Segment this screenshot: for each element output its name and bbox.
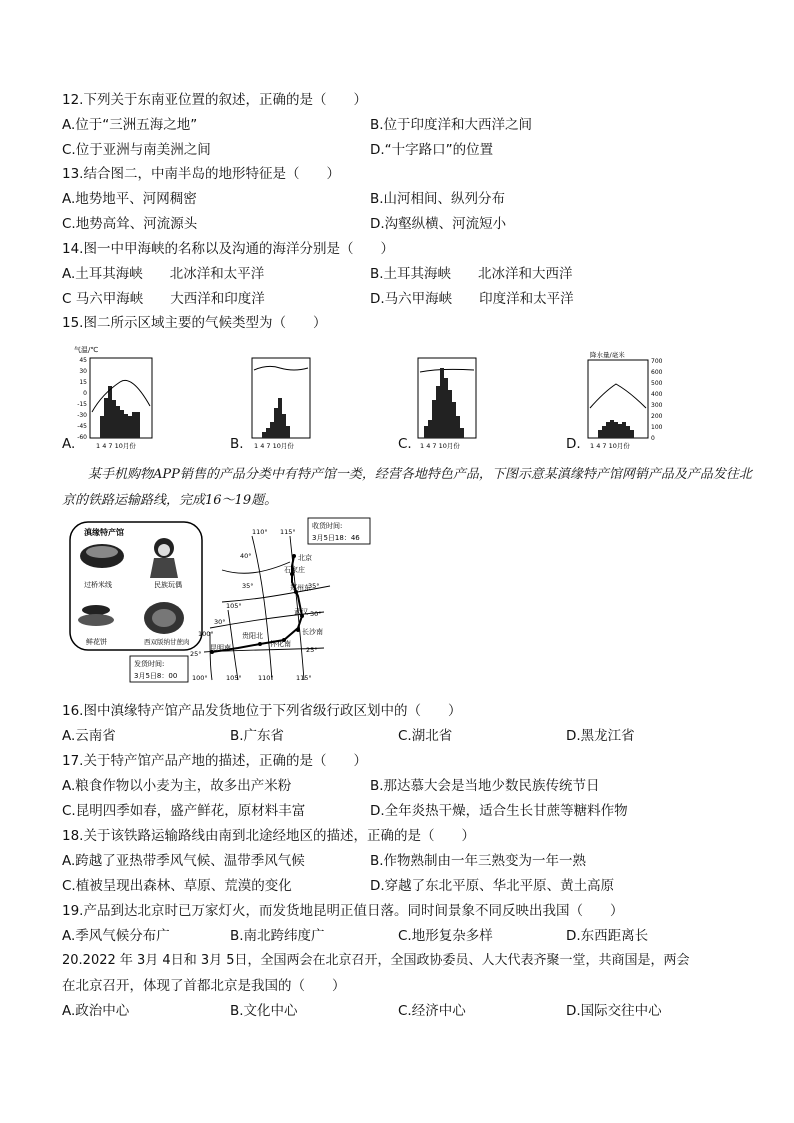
q19-option-c: C.地形复杂多样 — [398, 928, 493, 944]
product-item-doll: 民族玩偶 — [154, 581, 182, 589]
q16-option-b: B.广东省 — [230, 728, 285, 744]
q17-option-c: C.昆明四季如春，盛产鲜花，原材料丰富 — [62, 803, 306, 819]
lat-label-30-right: 30° — [310, 610, 322, 618]
city-dot-changsha — [296, 628, 300, 632]
q18-option-a: A.跨越了亚热带季风气候、温带季风气候 — [62, 853, 305, 869]
lat-label-40: 40° — [240, 552, 252, 560]
q16-19-intro: 某手机购物APP销售的产品分类中有特产馆一类，经营各地特色产品，下图示意某滇缘特产馆网销产品及产品发往北京的铁路运输路线，完成16～19题。 — [62, 467, 752, 508]
product-route-figure — [62, 516, 382, 686]
city-wuhan: 武汉 — [294, 608, 308, 616]
lat-label-30-left: 30° — [214, 618, 226, 626]
svg-text:1 4 7 10月份: 1 4 7 10月份 — [420, 442, 460, 450]
q20-option-d: D.国际交往中心 — [566, 1003, 662, 1019]
q15-option-c-letter: C. — [398, 436, 412, 452]
climate-chart-c — [410, 350, 486, 450]
lat-label-35-left: 35° — [242, 582, 254, 590]
svg-text:700: 700 — [651, 358, 663, 365]
parallel-40 — [222, 562, 290, 573]
q17-option-d: D.全年炎热干燥，适合生长甘蔗等糖料作物 — [370, 803, 628, 819]
svg-text:200: 200 — [651, 413, 663, 420]
svg-text:1 4 7 10月份: 1 4 7 10月份 — [254, 442, 294, 450]
q20-option-b: B.文化中心 — [230, 1003, 298, 1019]
svg-text:500: 500 — [651, 380, 663, 387]
product-item-cake: 鲜花饼 — [86, 638, 107, 646]
svg-text:0: 0 — [651, 435, 655, 442]
q20-option-c: C.经济中心 — [398, 1003, 466, 1019]
svg-text:100: 100 — [651, 424, 663, 431]
q20-stem-line2: 在北京召开，体现了首都北京是我国的（ ） — [62, 978, 346, 994]
lon-label-100-bottom: 100° — [192, 674, 208, 682]
svg-text:-15: -15 — [77, 401, 87, 408]
q13-option-c: C.地势高耸、河流源头 — [62, 216, 198, 232]
svg-text:600: 600 — [651, 369, 663, 376]
q14-option-a: A.土耳其海峡 北冰洋和太平洋 — [62, 266, 265, 282]
send-time-value: 3月5日8：00 — [134, 672, 178, 680]
q14-option-d: D.马六甲海峡 印度洋和太平洋 — [370, 291, 574, 307]
q20-stem-line1: 20.2022 年 3月 4日和 3月 5日，全国两会在北京召开，全国政协委员、人大代表齐聚一堂，共商国是，两会 — [62, 953, 690, 968]
city-changsha: 长沙南 — [302, 628, 323, 636]
q12-option-d: D.“十字路口”的位置 — [370, 142, 494, 158]
city-dot-guiyang — [258, 642, 262, 646]
q15-option-d-letter: D. — [566, 436, 581, 452]
q15-option-b-letter: B. — [230, 436, 244, 452]
lat-label-35-right: 35° — [308, 582, 320, 590]
lon-label-105-bottom: 105° — [226, 674, 242, 682]
q19-option-d: D.东西距离长 — [566, 928, 649, 944]
q15-stem: 15.图二所示区域主要的气候类型为（ ） — [62, 315, 327, 331]
svg-text:-60: -60 — [77, 434, 87, 441]
svg-text:400: 400 — [651, 391, 663, 398]
q17-option-b: B.那达慕大会是当地少数民族传统节日 — [370, 778, 600, 794]
city-beijing: 北京 — [298, 554, 312, 562]
q19-option-b: B.南北跨纬度广 — [230, 928, 325, 944]
q20-option-a: A.政治中心 — [62, 1003, 130, 1019]
city-shijiazhuang: 石家庄 — [284, 566, 305, 574]
lon-label-105: 105° — [226, 602, 242, 610]
receive-time-value: 3月5日18：46 — [312, 534, 360, 542]
chart-d-y-label: 降水量/毫米 — [590, 351, 625, 359]
lat-label-25-left: 25° — [190, 650, 202, 658]
q13-option-d: D.沟壑纵横、河流短小 — [370, 216, 507, 232]
q16-option-d: D.黑龙江省 — [566, 728, 635, 744]
lon-label-110-top: 110° — [252, 528, 268, 536]
product-item-noodle: 过桥米线 — [84, 581, 112, 589]
product-box-title: 滇缘特产馆 — [84, 528, 124, 537]
svg-text:300: 300 — [651, 402, 663, 409]
climate-chart-a — [74, 344, 164, 450]
q19-stem: 19.产品到达北京时已万家灯火，而发货地昆明正值日落。同时间景象不同反映出我国（ ） — [62, 903, 624, 919]
q17-stem: 17.关于特产馆产品产地的描述，正确的是（ ） — [62, 753, 367, 769]
svg-text:15: 15 — [79, 379, 87, 386]
chart-a-y-label: 气温/℃ — [74, 346, 99, 354]
flower-cake-icon — [82, 605, 110, 615]
lon-label-115-top: 115° — [280, 528, 296, 536]
q17-option-a: A.粮食作物以小麦为主，故多出产米粉 — [62, 778, 292, 794]
q13-stem: 13.结合图二，中南半岛的地形特征是（ ） — [62, 166, 340, 182]
meridian-110 — [252, 536, 272, 680]
q12-option-b: B.位于印度洋和大西洋之间 — [370, 117, 533, 133]
svg-text:1 4 7 10月份: 1 4 7 10月份 — [590, 442, 630, 450]
climate-chart-b — [244, 350, 320, 450]
svg-text:0: 0 — [83, 390, 87, 397]
city-huaihua: 怀化南 — [270, 640, 291, 648]
q12-option-c: C.位于亚洲与南美洲之间 — [62, 142, 211, 158]
q18-option-b: B.作物熟制由一年三熟变为一年一熟 — [370, 853, 587, 869]
q12-stem: 12.下列关于东南亚位置的叙述，正确的是（ ） — [62, 92, 367, 108]
lon-label-115-bottom: 115° — [296, 674, 312, 682]
climate-chart-d — [580, 350, 680, 450]
svg-text:-30: -30 — [77, 412, 87, 419]
city-zhengzhou: 郑州东 — [290, 584, 311, 592]
svg-text:1 4 7 10月份: 1 4 7 10月份 — [96, 442, 136, 450]
meridian-100 — [210, 632, 212, 680]
q15-option-a-letter: A. — [62, 436, 76, 452]
city-dot-beijing — [292, 554, 296, 558]
svg-text:30: 30 — [79, 368, 87, 375]
q16-stem: 16.图中滇缘特产馆产品发货地位于下列省级行政区划中的（ ） — [62, 703, 462, 719]
city-kunming: 昆明南 — [210, 644, 231, 652]
q14-option-b: B.土耳其海峡 北冰洋和大西洋 — [370, 266, 573, 282]
city-guiyang: 贵阳北 — [242, 632, 263, 640]
svg-text:-45: -45 — [77, 423, 87, 430]
lon-label-100: 100° — [198, 630, 214, 638]
q14-stem: 14.图一中甲海峡的名称以及沟通的海洋分别是（ ） — [62, 241, 394, 257]
product-item-sugarcane: 西双版纳甘蔗肉 — [144, 638, 190, 646]
lat-label-25-right: 25° — [306, 646, 318, 654]
q18-stem: 18.关于该铁路运输路线由南到北途经地区的描述，正确的是（ ） — [62, 828, 475, 844]
q18-option-c: C.植被呈现出森林、草原、荒漠的变化 — [62, 878, 292, 894]
q19-option-a: A.季风气候分布广 — [62, 928, 170, 944]
receive-time-label: 收货时间: — [312, 522, 343, 530]
lon-label-110-bottom: 110° — [258, 674, 274, 682]
q13-option-b: B.山河相间、纵列分布 — [370, 191, 506, 207]
q14-option-c: C 马六甲海峡 大西洋和印度洋 — [62, 291, 265, 307]
svg-text:45: 45 — [79, 357, 87, 364]
q16-option-c: C.湖北省 — [398, 728, 453, 744]
q12-option-a: A.位于“三洲五海之地” — [62, 117, 198, 133]
q16-option-a: A.云南省 — [62, 728, 116, 744]
q18-option-d: D.穿越了东北平原、华北平原、黄土高原 — [370, 878, 615, 894]
q13-option-a: A.地势地平、河网稠密 — [62, 191, 197, 207]
send-time-label: 发货时间: — [134, 660, 165, 668]
